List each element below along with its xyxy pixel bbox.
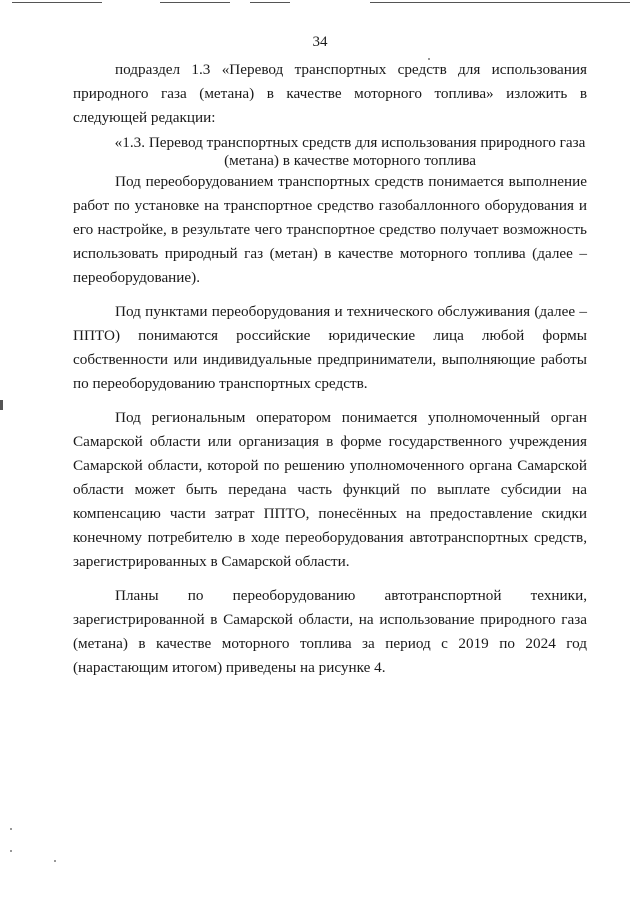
page-number: 34 [312, 34, 328, 50]
paragraph-definition-conversion: Под переоборудованием транспортных средств понимается выполнение работ по установке на транспортное средство газобаллонного оборудования и его настройке, в результате чего транспортное средство получает возможность использовать природный газ (метан) в качестве моторного топлива (далее – переоборудование). [73, 173, 587, 286]
scan-artifact-top [250, 2, 290, 3]
scan-speck [10, 828, 12, 830]
section-heading-line-1: «1.3. Перевод транспортных средств для использования природного газа [114, 134, 586, 151]
scan-speck [54, 860, 56, 862]
section-heading-line-2: (метана) в качестве моторного топлива [224, 152, 476, 169]
scan-artifact-top [160, 2, 230, 3]
scan-artifact-top [12, 2, 102, 3]
document-body [73, 58, 587, 680]
scan-artifact-left [0, 400, 3, 410]
paragraph-plans: Планы по переоборудованию автотранспортной техники, зарегистрированной в Самарской области, на использование природного газа (метана) в качестве моторного топлива за период с 2019 по 2024 год (нарастающим итогом) приведены на рисунке 4. [73, 587, 587, 676]
scan-speck [10, 850, 12, 852]
section-heading [73, 134, 587, 170]
paragraph-definition-ppto: Под пунктами переоборудования и технического обслуживания (далее – ППТО) понимаются российские юридические лица любой формы собственности или индивидуальные предприниматели, выполняющие работы по переоборудованию транспортных средств. [73, 303, 587, 392]
intro-paragraph: подраздел 1.3 «Перевод транспортных средств для использования природного газа (метана) в качестве моторного топлива» изложить в следующей редакции: [73, 61, 587, 126]
paragraph-definition-operator: Под региональным оператором понимается уполномоченный орган Самарской области или организация в форме государственного учреждения Самарской области, которой по решению уполномоченного органа Самарской области может быть передана часть функций по выплате субсидии на компенсацию части затрат ППТО, понесённых на предоставление скидки конечному потребителю в ходе переоборудования автотранспортных средств, зарегистрированных в Самарской области. [73, 409, 587, 570]
scan-artifact-top [370, 2, 630, 3]
